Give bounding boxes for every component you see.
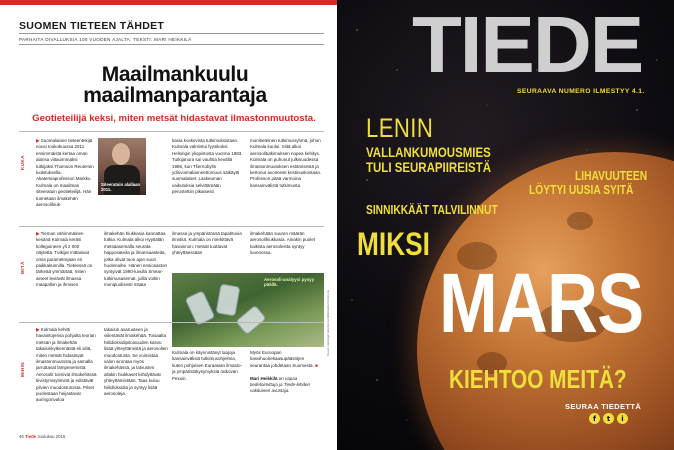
author-bio-name: Mari Heikkilä <box>250 375 278 381</box>
article-deck: Geotieteilijä keksi, miten metsät hidastavat ilmastonmuutosta. <box>32 113 316 124</box>
sampler-tube <box>235 305 266 336</box>
page-spine <box>337 0 338 450</box>
top-accent-bar <box>0 0 337 5</box>
cover-kiehtoo: KIEHTOO MEITÄ? <box>449 364 627 394</box>
twitter-icon[interactable]: t <box>603 413 614 424</box>
row-label-mita: MITÄ <box>20 261 25 274</box>
row-mihin-col1: ▶ Kulmala kehitti havaintojensa pohjalta teorian metsän ja ilmakehän takaisinkytkennästä eli siitä, miten metsät hidastavat ilmastonmuutosta ja samalla jarruttavat lämpenemistä. Aerosolit toimivat ilmakehässä tiivistymisytiminä ja edistävät pilvien muodostumista. Pilvet puolestaan heijastavat auringonvaloa <box>36 327 97 403</box>
photo-caption: Aerosoli-analyysi pysyy päällä. <box>264 277 315 287</box>
cover-lenin-sub2: TULI SEURAPIIREISTÄ <box>366 159 492 175</box>
portrait-head <box>112 143 130 165</box>
sampler-tube <box>216 283 241 316</box>
portrait-caption: Siteeratuin alallaan 2011. <box>101 182 141 192</box>
row-mita-col1: ▶ Tieman vähimmäinen kesänä Kulmala keräsi kollegoineen yli 2 000 näytettä. Tutkijat mittasivat omia parametrejaan eri paikkakunnilla. Tieteessä on tärkeää ymmärtää, miten aineet leviävät ilmassa maapallon ja ihmisen <box>36 231 93 288</box>
cover-winter-birds: SINNIKKÄÄT TALVILINNUT <box>366 203 498 217</box>
row-mita-col3: ilmassa ja ympäristössä tapahtuvia ilmiöitä. Kulmala on merkittävä havainnon: metsät tuottavat yhteyttäessään <box>172 231 242 256</box>
page-number: 46 <box>19 434 24 439</box>
row-mita-col4: ilmakehään suuren määrän aerosolihiukkasia. Ainakin puolet kaikista aerosoleista syntyy luonnossa. <box>250 231 316 256</box>
section-rule <box>19 33 324 34</box>
measurement-photo <box>172 273 324 347</box>
article-headline: Maailmankuulu maailmanparantaja <box>83 63 267 107</box>
row-divider <box>19 322 324 323</box>
sampler-tube <box>185 290 216 326</box>
facebook-icon[interactable]: f <box>589 413 600 424</box>
row-divider <box>19 226 324 227</box>
mars-crater <box>567 212 593 230</box>
section-subtitle: PARHAITA OIVALLUKSIA 100 VUODEN AJALTA. TEKSTI: MARI HEIKKILÄ <box>19 37 192 42</box>
row-mihin-col4-text: Myös Euroopan kasvihuonekaasupäästöjen seurantaa johdetaan Suomesta. <box>250 350 314 368</box>
magazine-cover <box>337 0 674 450</box>
next-issue-text: SEURAAVA NUMERO ILMESTYY 4.1. <box>517 88 645 95</box>
cover-lenin-sub1: VALLANKUMOUSMIES <box>366 144 491 160</box>
cover-meat-2: LÖYTYI UUSIA SYITÄ <box>529 183 634 197</box>
cover-meat-1: LIHAVUUTEEN <box>575 169 648 183</box>
social-icons <box>589 413 628 424</box>
footer-brand: Tiede <box>24 434 37 439</box>
section-title: SUOMEN TIETEEN TÄHDET <box>19 20 165 32</box>
row-label-kuka: KUKA <box>20 155 25 170</box>
row-mihin-col4: Myös Euroopan kasvihuonekaasupäästöjen seurantaa johdetaan Suomesta. ■ Mari Heikkilä on vapaa tiedetoimittaja ja Tiede-lehden vakituinen avustaja. <box>250 350 318 394</box>
follow-text: SEURAA TIEDETTÄ <box>565 402 642 411</box>
row-kuka-col2: kasia koskevista tutkimuksistaan. Kulmala valmistui fyysikoksi Helsingin yliopistosta vuonna 1983. Tutkijanura sai vauhtia kevällä 1986, kun Tšernobylin ydinvoimalaonnettomuus säikäytti suomalaiset. Laskeuman vaikutuksia selvittämään perustettiin pikaisesti <box>172 138 243 195</box>
author-bio-text: on vapaa tiedetoimittaja ja Tiede-lehden vakituinen avustaja. <box>250 375 310 394</box>
row-label-mihin: MIHIN <box>20 361 25 377</box>
row-mihin-col3: Kulmala on käynnistänyt laajoja kansainvälisiä tutkimusohjelmia, kuten pohjoisen Euraasian ilmasto- ja ympäristökysymyksiä ratkovan Pexxin. <box>172 350 243 381</box>
page-footer <box>19 434 65 439</box>
cover-miksi: MIKSI <box>357 226 430 262</box>
row-kuka-col3: monitieteinen tutkimusryhmä, johon Kulmala kuului. Siitä alkoi aerosolitutkimuksen nopea kehitys. Kulmala on puhunut julkisuudessa ilmastonmuutoksen estämisestä ja kertonut avoimesti kristinuskostaan. Professori pitää varmoina kansainvälistä tutkimusta. <box>250 138 322 188</box>
row-kuka-col1: ▶ Suomalainen tieteentekijä nousi toukokuussa 2011 ensimmäistä kertaa oman alansa viitauimmaksi tutkijaksi Thomson Reutersin luokituksella. Akatemiaprofessori Markku Kulmala on maailman siteeratuin geotieteilijä. Hän tunnetaan ilmakehän aerosolihiuk- <box>36 138 94 208</box>
cover-mars: MARS <box>439 256 644 350</box>
instagram-icon[interactable]: i <box>617 413 628 424</box>
subtitle-rule <box>19 44 324 45</box>
cover-lenin: LENIN <box>366 113 434 143</box>
photo-credit: Kuvat: Helsingin yliopisto ja Wikimedia Commons <box>326 290 330 356</box>
row-divider <box>19 131 324 132</box>
row-mihin-col2: takaisin avaruuteen ja viilentävät ilmakehää. Toisaalta hiilidioksidipitoisuuden kasvu lisää yhteyttämistä ja aerosolien muodostusta. Se voimistaa valon sirontaa myös ilmakehässä, ja latvusten allakin hiukkaset kiihdyttävät yhteyttämistään. Taas kuluu hiilidioksidia ja syntyy lisää aerosoleja. <box>104 327 168 397</box>
portrait-photo <box>98 138 146 195</box>
row-mita-col2: ilmakehän hiukkasia kannattaa tutkia. Kulmala alkoi Hyytiälän metsäasemalla seurata happosateita ja ilmansaasteita, jotka olivat tuon ajan suuri huolenaihe. Hänen ensiosaston syntyivät 1990-luvulla Smear-tutkimusasemat, joilla voitiin monipuolisesti mitata <box>104 231 168 288</box>
footer-issue: Joulukuu 2016 <box>37 434 66 439</box>
cover-masthead: TIEDE <box>412 0 643 89</box>
